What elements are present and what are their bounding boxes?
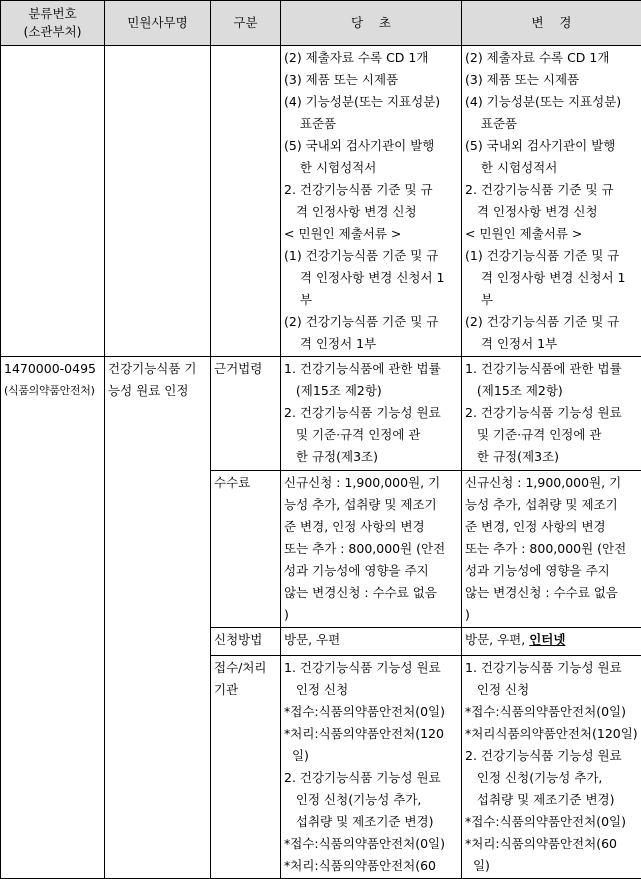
text-line: *처리식품의약품안전처(120일) <box>465 723 638 745</box>
cell-before-continuation <box>281 46 462 357</box>
text-line: *처리:식품의약품안전처(120 <box>284 723 458 745</box>
text-line: (4) 기능성분(또는 지표성분) <box>284 91 458 113</box>
text-line: 1. 건강기능식품에 관한 법률 <box>284 358 458 380</box>
text-line: (제15조 제2항) <box>284 380 458 402</box>
text-line: < 민원인 제출서류 > <box>284 223 458 245</box>
header-after <box>462 1 641 46</box>
text-line: 2. 건강기능식품 기능성 원료 <box>465 745 638 767</box>
cell-before-office <box>281 656 462 879</box>
text-line: 신규신청 : 1,900,000원, 기 <box>465 472 638 494</box>
service-name-line2: 능성 원료 인정 <box>108 380 207 402</box>
text-line: 준 변경, 인정 사항의 변경 <box>465 516 638 538</box>
text-line: 표준품 <box>465 113 638 135</box>
text-line: *접수:식품의약품안전처(0일) <box>284 833 458 855</box>
text-line: (5) 국내외 검사기관이 발행 <box>465 135 638 157</box>
text-line: 1. 건강기능식품에 관한 법률 <box>465 358 638 380</box>
text-line: 또는 추가 : 800,000원 (안전 <box>465 538 638 560</box>
text-line: 한 규정(제3조) <box>284 446 458 468</box>
text-line: 2. 건강기능식품 기준 및 규 <box>284 179 458 201</box>
cell-before-method: 방문, 우편 <box>281 628 462 656</box>
text-line: (5) 국내외 검사기관이 발행 <box>284 135 458 157</box>
cell-after-continuation <box>462 46 641 357</box>
text-line: 1. 건강기능식품 기능성 원료 <box>465 657 638 679</box>
text-line: 신규신청 : 1,900,000원, 기 <box>284 472 458 494</box>
method-after-plain: 방문, 우편, <box>465 632 529 647</box>
text-line: (2) 건강기능식품 기준 및 규 <box>284 311 458 333</box>
text-line: (3) 제품 또는 시제품 <box>465 69 638 91</box>
text-line: 인정 신청(기능성 추가, <box>284 789 458 811</box>
cell-after-basis <box>462 357 641 471</box>
text-line: 및 기준·규격 인정에 관 <box>465 424 638 446</box>
header-before-label: 당 초 <box>283 14 459 32</box>
text-line: 섭취량 및 제조기준 변경) <box>284 811 458 833</box>
text-line: (1) 건강기능식품 기준 및 규 <box>465 245 638 267</box>
text-line: 준 변경, 인정 사항의 변경 <box>284 516 458 538</box>
text-line: 격 인정사항 변경 신청서 1 <box>284 267 458 289</box>
header-before <box>281 1 462 46</box>
text-line: 일) <box>284 745 458 767</box>
office-label-line1: 접수/처리 <box>214 657 277 679</box>
text-line: 2. 건강기능식품 기능성 원료 <box>284 402 458 424</box>
text-line: 인정 신청 <box>284 679 458 701</box>
text-line: (2) 건강기능식품 기준 및 규 <box>465 311 638 333</box>
text-line: 부 <box>465 289 638 311</box>
text-line: 격 인정서 1부 <box>465 333 638 355</box>
text-line: 능성 추가, 섭취량 및 제조기 <box>284 494 458 516</box>
service-name-line1: 건강기능식품 기 <box>108 358 207 380</box>
header-category: 구분 <box>211 1 281 46</box>
text-line: 한 시험성적서 <box>284 157 458 179</box>
cell-category-fee: 수수료 <box>211 471 281 628</box>
header-classification-line1: 분류번호 <box>3 5 102 23</box>
text-line: 2. 건강기능식품 기준 및 규 <box>465 179 638 201</box>
text-line: 성과 기능성에 영향을 주지 <box>465 560 638 582</box>
text-line: 부 <box>284 289 458 311</box>
text-line: 2. 건강기능식품 기능성 원료 <box>284 767 458 789</box>
text-line: 격 인정사항 변경 신청서 1 <box>465 267 638 289</box>
cell-after-method <box>462 628 641 656</box>
header-classification <box>1 1 105 46</box>
text-line: < 민원인 제출서류 > <box>465 223 638 245</box>
cell-after-fee <box>462 471 641 628</box>
classification-code: 1470000-0495 <box>4 358 101 380</box>
text-line: 일) <box>465 855 638 877</box>
method-after-internet: 인터넷 <box>529 632 565 647</box>
agency-name: (식품의약품안전처) <box>4 380 101 402</box>
cell-empty <box>105 46 211 357</box>
text-line: 인정 신청(기능성 추가, <box>465 767 638 789</box>
text-line: 성과 기능성에 영향을 주지 <box>284 560 458 582</box>
cell-category-office <box>211 656 281 879</box>
cell-empty <box>211 46 281 357</box>
cell-before-fee <box>281 471 462 628</box>
cell-after-office <box>462 656 641 879</box>
text-line: 한 규정(제3조) <box>465 446 638 468</box>
text-line: 않는 변경신청 : 수수료 없음 <box>284 582 458 604</box>
text-line: (2) 제출자료 수록 CD 1개 <box>284 47 458 69</box>
text-line: 격 인정사항 변경 신청 <box>284 201 458 223</box>
text-line: 1. 건강기능식품 기능성 원료 <box>284 657 458 679</box>
text-line: *접수:식품의약품안전처(0일) <box>465 701 638 723</box>
table-row-basis <box>1 357 641 471</box>
text-line: 능성 추가, 섭취량 및 제조기 <box>465 494 638 516</box>
text-line: (4) 기능성분(또는 지표성분) <box>465 91 638 113</box>
cell-category-basis: 근거법령 <box>211 357 281 471</box>
text-line: *접수:식품의약품안전처(0일) <box>284 701 458 723</box>
text-line: 또는 추가 : 800,000원 (안전 <box>284 538 458 560</box>
text-line: (제15조 제2항) <box>465 380 638 402</box>
text-line: 격 인정서 1부 <box>284 333 458 355</box>
header-row <box>1 1 641 46</box>
text-line: 인정 신청 <box>465 679 638 701</box>
cell-service-name <box>105 357 211 879</box>
text-line: ) <box>284 604 458 626</box>
text-line: *접수:식품의약품안전처(0일) <box>465 811 638 833</box>
text-line: (1) 건강기능식품 기준 및 규 <box>284 245 458 267</box>
text-line: 격 인정사항 변경 신청 <box>465 201 638 223</box>
text-line: ) <box>465 604 638 626</box>
text-line: 표준품 <box>284 113 458 135</box>
text-line: 섭취량 및 제조기준 변경) <box>465 789 638 811</box>
text-line: 않는 변경신청 : 수수료 없음 <box>465 582 638 604</box>
text-line: *처리:식품의약품안전처(60 <box>284 855 458 877</box>
header-after-label: 변 경 <box>464 14 639 32</box>
text-line: (2) 제출자료 수록 CD 1개 <box>465 47 638 69</box>
cell-classification <box>1 357 105 879</box>
cell-empty <box>1 46 105 357</box>
text-line: 및 기준·규격 인정에 관 <box>284 424 458 446</box>
header-service-name: 민원사무명 <box>105 1 211 46</box>
table-row-continuation <box>1 46 641 357</box>
text-line: 2. 건강기능식품 기능성 원료 <box>465 402 638 424</box>
cell-before-basis <box>281 357 462 471</box>
office-label-line2: 기관 <box>214 679 277 701</box>
text-line: 한 시험성적서 <box>465 157 638 179</box>
text-line: (3) 제품 또는 시제품 <box>284 69 458 91</box>
text-line: *처리:식품의약품안전처(60 <box>465 833 638 855</box>
header-classification-line2: (소관부처) <box>3 23 102 41</box>
cell-category-method: 신청방법 <box>211 628 281 656</box>
